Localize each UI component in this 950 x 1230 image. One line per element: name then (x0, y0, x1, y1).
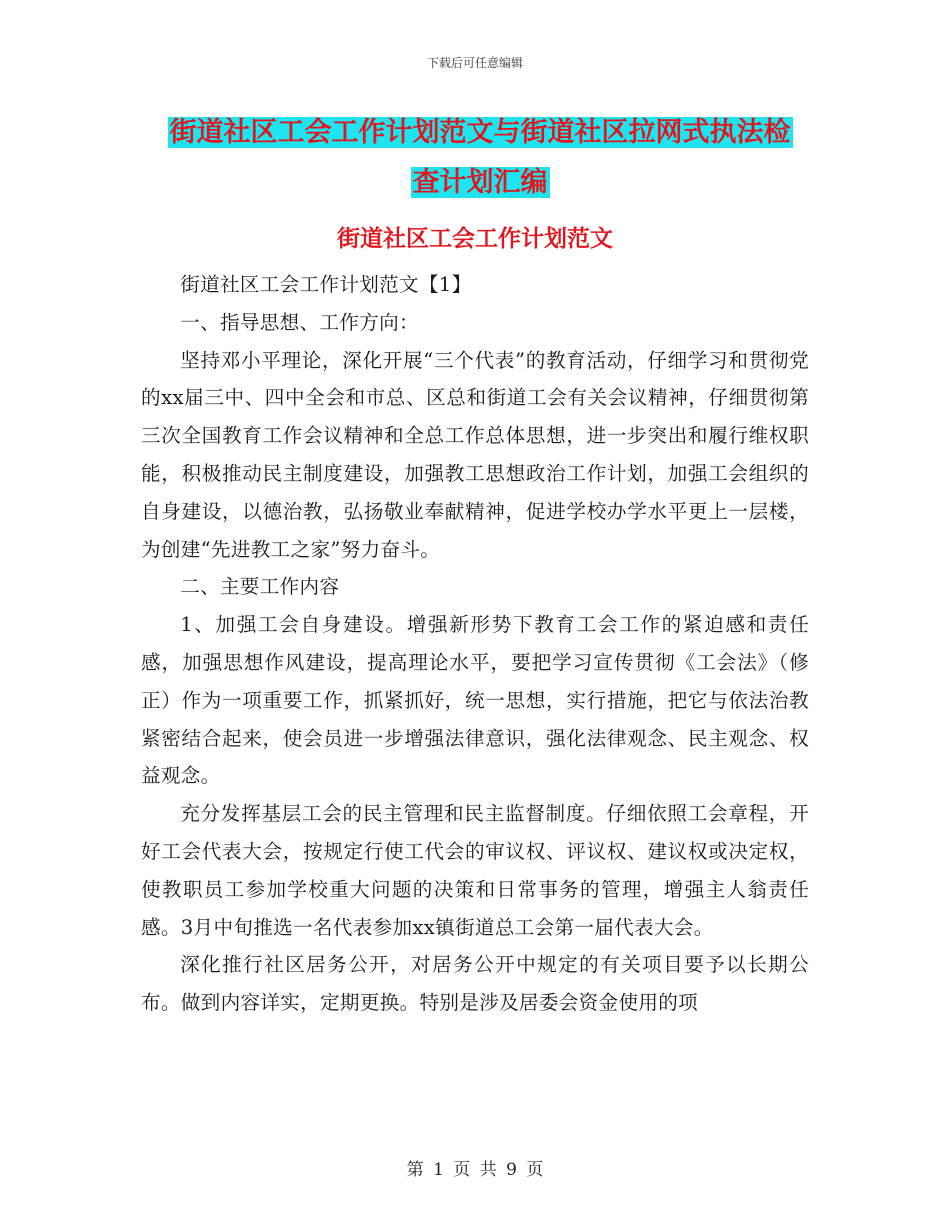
document-body (141, 266, 809, 1022)
paragraph: 坚持邓小平理论，深化开展“三个代表”的教育活动，仔细学习和贯彻党的xx届三中、四中全会和市总、区总和街道工会有关会议精神，仔细贯彻第三次全国教育工作会议精神和全总工作总体思想，进一步突出和履行维权职能，积极推动民主制度建设，加强教工思想政治工作计划，加强工会组织的自身建设，以德治教，弘扬敬业奉献精神，促进学校办学水平更上一层楼，为创建“先进教工之家”努力奋斗。 (141, 348, 809, 561)
paragraph: 深化推行社区居务公开，对居务公开中规定的有关项目要予以长期公布。做到内容详实，定期更换。特别是涉及居委会资金使用的项 (141, 953, 809, 1015)
paragraph-subheading: 一、指导思想、工作方向： (180, 310, 419, 334)
section-title: 街道社区工会工作计划范文 (337, 226, 613, 252)
title-line-2: 查计划汇编 (412, 167, 548, 198)
page-footer: 第 1 页 共 9 页 (406, 1160, 544, 1180)
paragraph: 充分发挥基层工会的民主管理和民主监督制度。仔细依照工会章程，开好工会代表大会，按规定行使工代会的审议权、评议权、建议权或决定权，使教职员工参加学校重大问题的决策和日常事务的管理，增强主人翁责任感。3月中旬推选一名代表参加xx镇街道总工会第一届代表大会。 (141, 802, 809, 939)
header-note: 下载后可任意编辑 (426, 56, 523, 70)
paragraph-subheading: 二、主要工作内容 (180, 575, 340, 599)
title-line-1: 街道社区工会工作计划范文与街道社区拉网式执法检 (169, 117, 791, 148)
paragraph: 1、加强工会自身建设。增强新形势下教育工会工作的紧迫感和责任感，加强思想作风建设，提高理论水平，要把学习宣传贯彻《工会法》（修正）作为一项重要工作，抓紧抓好，统一思想，实行措施，把它与依法治教紧密结合起来，使会员进一步增强法律意识，强化法律观念、民主观念、权益观念。 (141, 613, 809, 788)
paragraph-heading: 街道社区工会工作计划范文【1】 (180, 273, 472, 296)
document-title (140, 108, 820, 208)
